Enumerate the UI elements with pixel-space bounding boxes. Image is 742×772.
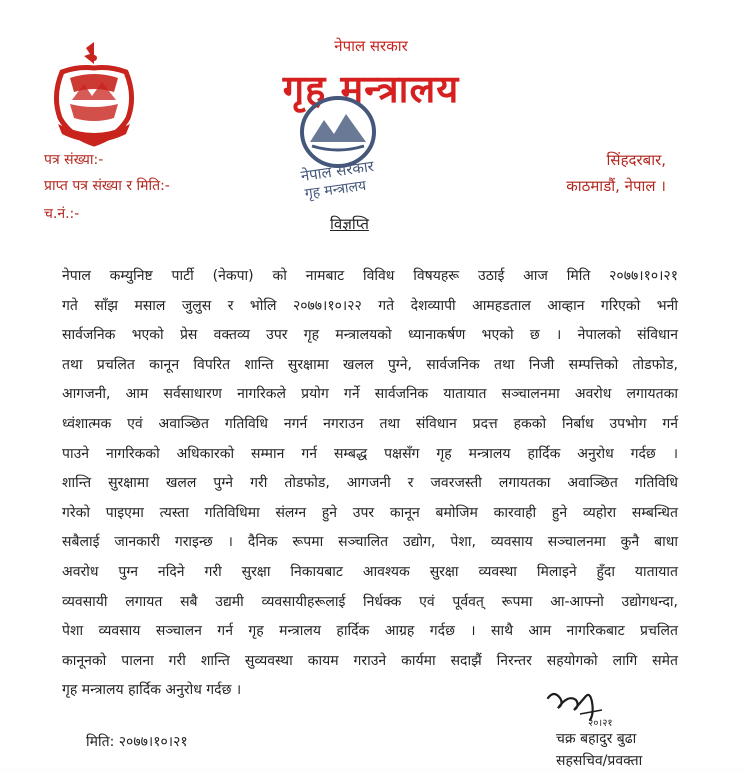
- signer-block: [556, 728, 642, 772]
- body-line: सबैलाई जानकारी गराइन्छ । दैनिक रूपमा सञ्चालित उद्योग, पेशा, व्यवसाय सञ्चालनमा कुनै बाधा: [62, 534, 678, 551]
- body-line: व्यवसायी लगायत सबै उद्यमी व्यवसायीहरूलाई निर्धक्क एवं पूर्ववत् रूपमा आ-आफ्नो उद्योगधन्दा,: [62, 593, 678, 610]
- body-line: तथा प्रचलित कानून विपरित शान्ति सुरक्षामा खलल पुग्ने, सार्वजनिक तथा निजी सम्पत्तिको तोडफोड,: [62, 356, 678, 373]
- body-line: शान्ति सुरक्षामा खलल पुग्ने गरी तोडफोड, आगजनी र जवरजस्ती लगायतका अवाञ्छित गतिविधि: [62, 475, 678, 492]
- body-line: सार्वजनिक भएको प्रेस वक्तव्य उपर गृह मन्त्रालयको ध्यानाकर्षण भएको छ । नेपालको संविधान: [62, 327, 678, 344]
- body-line: पाउने नागरिकको अधिकारको सम्मान गर्न सम्बद्ध पक्षसँग गृह मन्त्रालय हार्दिक अनुरोध गर्दछ ।: [62, 445, 678, 462]
- handwritten-signature-icon: [540, 688, 613, 732]
- address-line-1: सिंहदरबार,: [606, 151, 666, 169]
- notice-title: विज्ञप्ति: [330, 215, 369, 233]
- body-line: गरेको पाइएमा त्यस्ता गतिविधिमा संलग्न हुने उपर कानून बमोजिम कारवाही हुने व्यहोरा सम्बन्धित: [62, 504, 678, 521]
- body-line: नेपाल कम्युनिष्ट पार्टी (नेकपा) को नामबाट विविध विषयहरू उठाई आज मिति २०७७।१०।२१: [62, 268, 678, 284]
- body-line: कानूनको पालना गरी शान्ति सुव्यवस्था कायम गराउने कार्यमा सदाझैं निरन्तर सहयोगको लागि समेत: [62, 652, 678, 669]
- dispatch-number-label: च.नं.:-: [44, 206, 80, 222]
- body-line: ध्वंशात्मक एवं अवाञ्छित गतिविधि नगर्न नगराउन तथा संविधान प्रदत्त हकको निर्बाध उपभोग गर्न: [62, 415, 678, 432]
- received-letter-label: प्राप्त पत्र संख्या र मिति:-: [44, 178, 170, 194]
- government-heading: नेपाल सरकार: [334, 37, 408, 55]
- body-line: गृह मन्त्रालय हार्दिक अनुरोध गर्दछ ।: [62, 682, 242, 699]
- stamp-text-line2: गृह मन्त्रालय: [303, 177, 368, 203]
- stamp-text-line1: नेपाल सरकार: [299, 157, 375, 186]
- ministry-stamp-icon: [286, 92, 390, 203]
- signer-name: चक्र बहादुर बुढा: [556, 731, 637, 747]
- body-line: आगजनी, आम सर्वसाधारण नागरिकले प्रयोग गर्ने सार्वजनिक यातायात सञ्चालनमा अवरोध लगायतका: [62, 386, 678, 403]
- ministry-heading: गृह मन्त्रालय: [282, 67, 460, 111]
- body-line: अवरोध पुग्न नदिने गरी सुरक्षा निकायबाट आवश्यक सुरक्षा व्यवस्था मिलाइने हुँदा यातायात: [62, 563, 678, 580]
- address-line-2: काठमाडौं, नेपाल ।: [566, 177, 666, 195]
- letter-number-label: पत्र संख्या:-: [44, 152, 104, 168]
- body-line: पेशा व्यवसाय सञ्चालन गर्न गृह मन्त्रालय हार्दिक आग्रह गर्दछ । साथै आम नागरिकबाट प्रचलित: [62, 623, 678, 640]
- notice-body: [62, 262, 678, 706]
- body-line: गते साँझ मसाल जुलुस र भोलि २०७७।१०।२२ गते देशव्यापी आमहडताल आव्हान गरिएको भनी: [62, 297, 678, 314]
- signer-title: सहसचिव/प्रवक्ता: [556, 753, 643, 769]
- signature-date: २०।२१: [588, 718, 613, 729]
- date-line: मिति: २०७७।१०।२१: [86, 734, 188, 750]
